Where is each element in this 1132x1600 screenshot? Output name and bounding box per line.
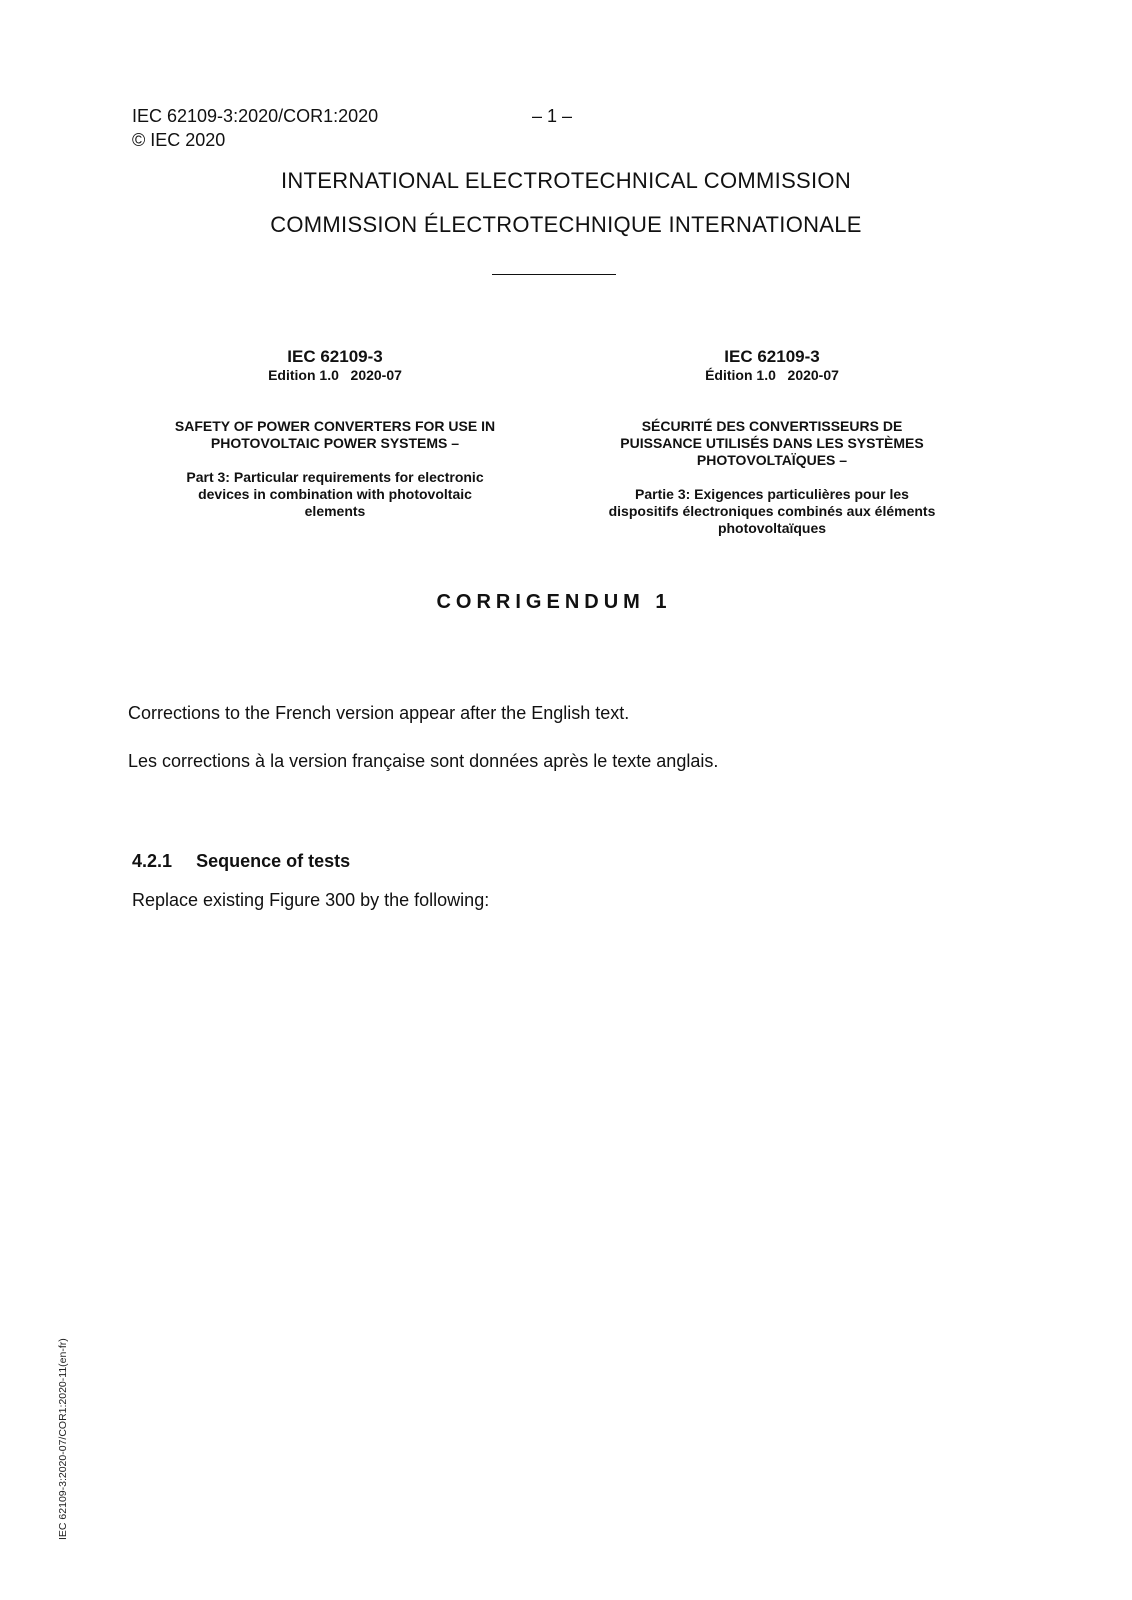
- part-title-en-line: devices in combination with photovoltaic: [198, 486, 472, 502]
- part-title-fr: [562, 486, 982, 537]
- section-instruction: Replace existing Figure 300 by the following:: [132, 890, 490, 910]
- section-title: Sequence of tests: [196, 851, 351, 871]
- sidebar-reference: IEC 62109-3:2020-07/COR1:2020-11(en-fr): [57, 1338, 69, 1540]
- section-heading: [132, 850, 350, 872]
- note-french: Les corrections à la version française sont données après le texte anglais.: [128, 751, 719, 771]
- page-number: – 1 –: [532, 106, 573, 126]
- part-title-en: [135, 469, 535, 520]
- document-reference: IEC 62109-3:2020/COR1:2020: [132, 106, 379, 126]
- standard-number-en: IEC 62109-3: [287, 347, 383, 366]
- title-en-line: SAFETY OF POWER CONVERTERS FOR USE IN: [174, 418, 496, 434]
- copyright-notice: © IEC 2020: [132, 130, 226, 150]
- french-column: [562, 347, 982, 537]
- title-fr-line: PUISSANCE UTILISÉS DANS LES SYSTÈMES: [620, 435, 924, 451]
- edition-en: Edition 1.0 2020-07: [268, 367, 402, 383]
- standard-number-fr: IEC 62109-3: [724, 347, 820, 366]
- title-fr-line: SÉCURITÉ DES CONVERTISSEURS DE: [641, 418, 903, 434]
- part-title-fr-line: dispositifs électroniques combinés aux éléments: [608, 503, 936, 519]
- corrigendum-heading: CORRIGENDUM 1: [436, 591, 672, 613]
- organization-name-en: INTERNATIONAL ELECTROTECHNICAL COMMISSION: [280, 168, 852, 193]
- part-title-fr-line: photovoltaïques: [717, 520, 827, 536]
- edition-fr: Édition 1.0 2020-07: [705, 367, 839, 383]
- title-fr-line: PHOTOVOLTAÏQUES –: [696, 452, 848, 468]
- section-number: 4.2.1: [132, 851, 173, 871]
- organization-name-fr: COMMISSION ÉLECTROTECHNIQUE INTERNATIONALE: [270, 212, 862, 237]
- title-en-line: PHOTOVOLTAIC POWER SYSTEMS –: [210, 435, 460, 451]
- part-title-fr-line: Partie 3: Exigences particulières pour les: [635, 486, 909, 502]
- title-en: [135, 418, 535, 452]
- part-title-en-line: Part 3: Particular requirements for electronic: [186, 469, 484, 485]
- note-english: Corrections to the French version appear after the English text.: [128, 703, 630, 723]
- title-fr: [562, 418, 982, 469]
- english-column: [135, 347, 535, 520]
- header-divider: [492, 274, 616, 275]
- part-title-en-line: elements: [304, 503, 366, 519]
